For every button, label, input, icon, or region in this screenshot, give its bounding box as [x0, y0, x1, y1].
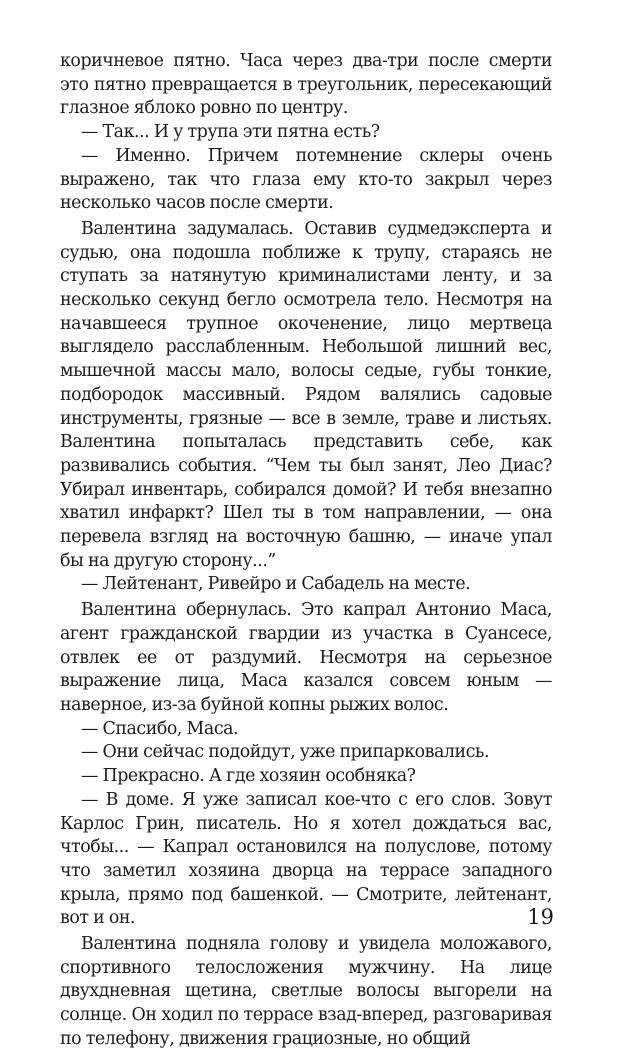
dialogue-line: — Лейтенант, Ривейро и Сабадель на месте. [81, 574, 471, 595]
narrative-paragraph: Валентина обернулась. Это капрал Антонио Маса, агент гражданской гвардии из участка в Суансесе, отвлек ее от раздумий. Несмотря на серьезное выражение лица, Маса казался совсем юным — наверное, из-за буйной копны рыжих волос. [60, 600, 552, 715]
page-number: 19 [527, 905, 554, 929]
paragraph-continued: коричневое пятно. Часа через два-три после смерти это пятно превращается в треугольник, пересекающий глазное яблоко ровно по центру. [60, 51, 552, 119]
dialogue-line: — Спасибо, Маса. [81, 718, 239, 739]
dialogue-line: — В доме. Я уже записал кое-что с его слов. Зовут Карлос Грин, писатель. Но я хотел дождаться вас, чтобы... — Капрал остановился на полуслове, потому что заметил хозяина дворца на террасе западного крыла, прямо под башенкой. — Смотрите, лейтенант, вот и он. [60, 789, 552, 929]
dialogue-line: — Именно. Причем потемнение склеры очень выражено, так что глаза ему кто-то закрыл через несколько часов после смерти. [60, 145, 552, 214]
dialogue-line: — Они сейчас подойдут, уже припарковались. [81, 742, 490, 763]
narrative-paragraph: Валентина задумалась. Оставив судмедэксперта и судью, она подошла поближе к трупу, стараясь не ступать за натянутую криминалистами ленту, и за несколько секунд бегло осмотрела тело. Несмотря на начавшееся трупное окоченение, лицо мертвеца выглядело расслабленным. Небольшой лишний вес, мышечной массы мало, волосы седые, губы тонкие, подбородок массивный. Рядом валялись садовые инструменты, грязные — все в земле, траве и листьях. Валентина попыталась представить себе, как развивались события. “Чем ты был занят, Лео Диас? Убирал инвентарь, собирался домой? И тебя внезапно хватил инфаркт? Шел ты в том направлении, — она перевела взгляд на восточную башню, — иначе упал бы на другую сторону...” [60, 218, 552, 571]
dialogue-line: — Так... И у трупа эти пятна есть? [81, 122, 380, 143]
page-text [60, 50, 552, 1052]
narrative-paragraph: Валентина подняла голову и увидела моложавого, спортивного телосложения мужчину. На лице двухдневная щетина, светлые волосы выгорели на солнце. Он ходил по террасе взад-вперед, разговаривая по телефону, движения грациозные, но общий [60, 934, 552, 1049]
dialogue-line: — Прекрасно. А где хозяин особняка? [81, 766, 416, 787]
